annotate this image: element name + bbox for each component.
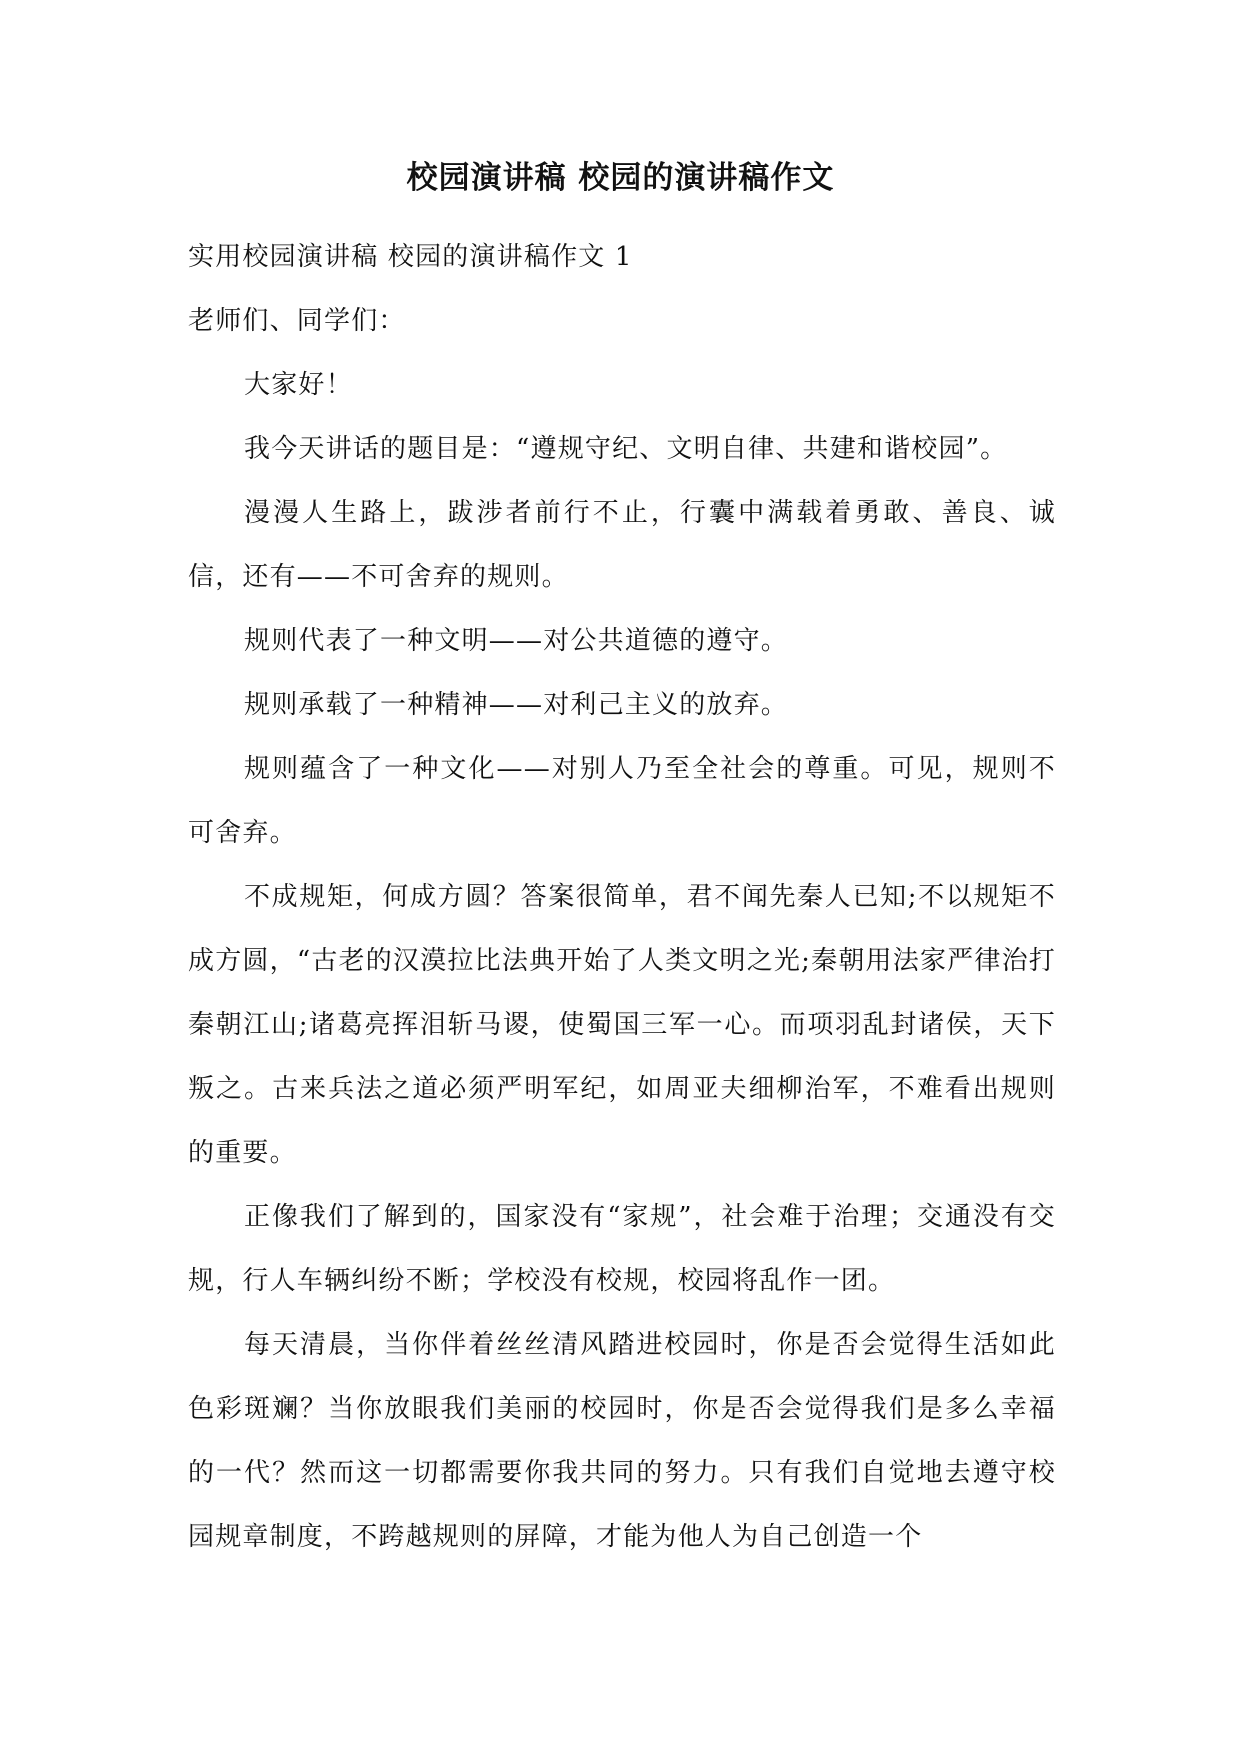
paragraph: 规则承载了一种精神——对利己主义的放弃。: [244, 690, 789, 720]
document-title: 校园演讲稿 校园的演讲稿作文: [406, 160, 835, 196]
paragraph-salutation: 老师们、同学们：: [188, 306, 406, 336]
document-body: [188, 225, 1056, 1569]
paragraph-subtitle: 实用校园演讲稿 校园的演讲稿作文 1: [188, 242, 633, 272]
paragraph: 规则蕴含了一种文化——对别人乃至全社会的尊重。可见，规则不可舍弃。: [188, 754, 1056, 848]
paragraph: 规则代表了一种文明——对公共道德的遵守。: [244, 626, 789, 656]
paragraph: 正像我们了解到的，国家没有“家规”，社会难于治理；交通没有交规，行人车辆纠纷不断；学校没有校规，校园将乱作一团。: [188, 1202, 1056, 1296]
paragraph: 不成规矩，何成方圆？答案很简单，君不闻先秦人已知;不以规矩不成方圆，“古老的汉漠拉比法典开始了人类文明之光;秦朝用法家严律治打秦朝江山;诸葛亮挥泪斩马谡，使蜀国三军一心。而项羽乱封诸侯，天下叛之。古来兵法之道必须严明军纪，如周亚夫细柳治军，不难看出规则的重要。: [188, 882, 1056, 1168]
paragraph: 每天清晨，当你伴着丝丝清风踏进校园时，你是否会觉得生活如此色彩斑斓？当你放眼我们美丽的校园时，你是否会觉得我们是多么幸福的一代？然而这一切都需要你我共同的努力。只有我们自觉地去遵守校园规章制度，不跨越规则的屏障，才能为他人为自己创造一个: [188, 1330, 1056, 1552]
paragraph: 我今天讲话的题目是：“遵规守纪、文明自律、共建和谐校园”。: [244, 434, 1008, 464]
paragraph: 漫漫人生路上，跋涉者前行不止，行囊中满载着勇敢、善良、诚信，还有——不可舍弃的规则。: [188, 498, 1056, 592]
paragraph-greeting: 大家好！: [244, 370, 353, 400]
